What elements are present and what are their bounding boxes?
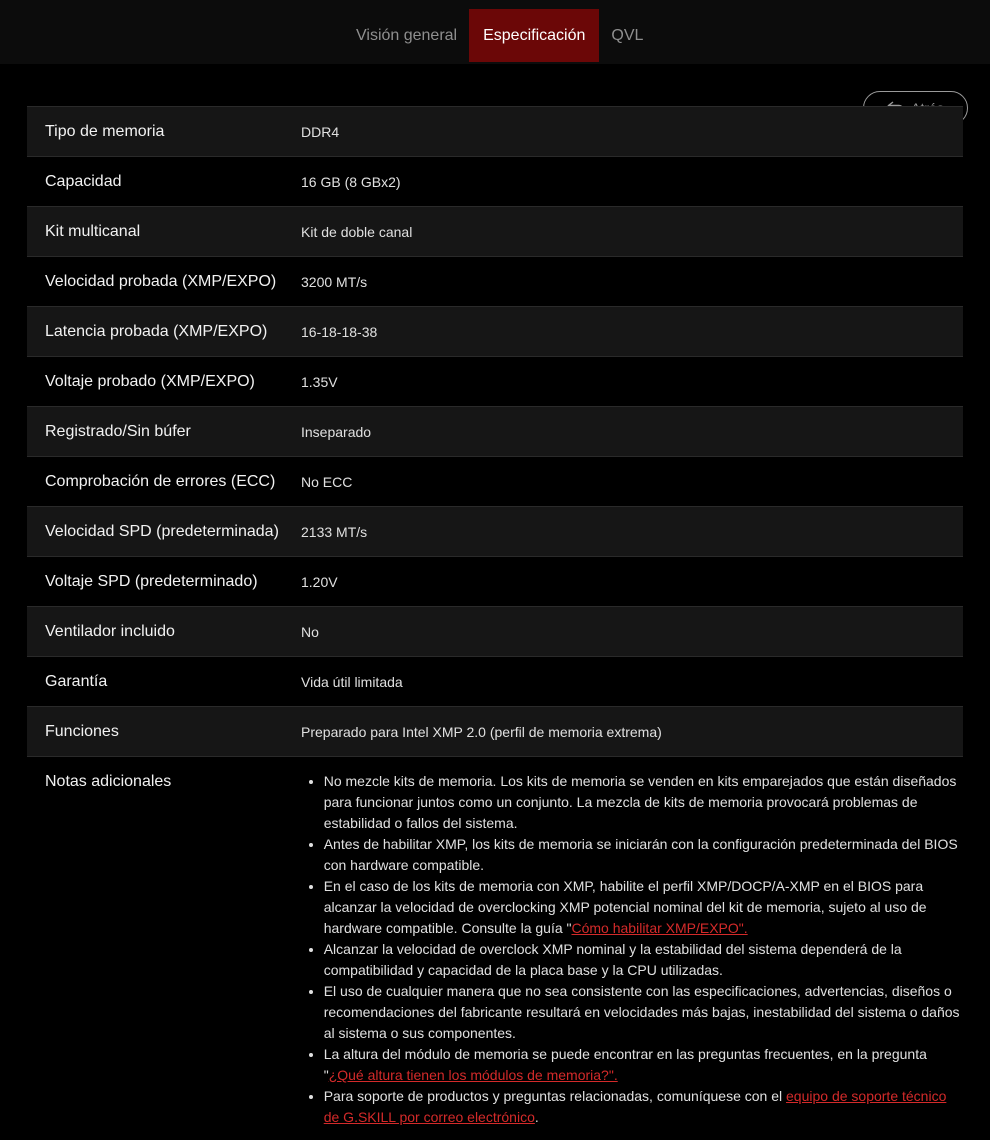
spec-label: Voltaje SPD (predeterminado) [45, 572, 258, 590]
spec-label: Funciones [45, 722, 119, 740]
spec-row-tested-voltage [27, 356, 963, 406]
list-item [324, 1086, 963, 1128]
note-text: La altura del módulo de memoria se puede encontrar en las preguntas frecuentes, en la pregunta " [323, 1046, 927, 1083]
spec-label: Velocidad probada (XMP/EXPO) [45, 272, 277, 290]
note-text: Para soporte de productos y preguntas relacionadas, comuníquese con el [323, 1088, 787, 1104]
spec-label: Kit multicanal [45, 222, 141, 240]
note-text: El uso de cualquier manera que no sea consistente con las especificaciones, advertencias, diseños o recomendaciones del fabricante resultará en velocidades más bajas, inestabilidad del sistema o daños al sistema o sus componentes. [323, 983, 960, 1041]
list-item [324, 981, 963, 1044]
spec-row-tested-speed [27, 256, 963, 306]
spec-value: 16-18-18-38 [301, 323, 378, 340]
spec-label: Latencia probada (XMP/EXPO) [45, 322, 268, 340]
support-email-link[interactable]: equipo de soporte técnico de G.SKILL por correo electrónico [323, 1088, 947, 1125]
tab-bar [344, 9, 655, 62]
tab-qvl[interactable]: QVL [611, 26, 644, 44]
spec-value: DDR4 [301, 123, 340, 140]
note-text: No mezcle kits de memoria. Los kits de memoria se venden en kits emparejados que están diseñados para funcionar juntos como un conjunto. La mezcla de kits de memoria provocará problemas de estabilidad o fallos del sistema. [323, 773, 957, 831]
list-item [324, 834, 963, 876]
spec-row-features [27, 706, 963, 756]
spec-row-multichannel-kit [27, 206, 963, 256]
list-item [324, 939, 963, 981]
note-text: Alcanzar la velocidad de overclock XMP nominal y la estabilidad del sistema dependerá de la compatibilidad y capacidad de la placa base y la CPU utilizadas. [323, 941, 902, 978]
spec-value: Kit de doble canal [301, 223, 413, 240]
spec-value: 16 GB (8 GBx2) [301, 173, 401, 190]
spec-value: Preparado para Intel XMP 2.0 (perfil de memoria extrema) [301, 723, 662, 740]
spec-row-spd-voltage [27, 556, 963, 606]
spec-row-registered [27, 406, 963, 456]
spec-label: Capacidad [45, 172, 122, 190]
spec-value: 1.20V [301, 573, 338, 590]
spec-row-ecc [27, 456, 963, 506]
spec-label: Comprobación de errores (ECC) [45, 472, 276, 490]
spec-row-fan [27, 606, 963, 656]
module-height-faq-link[interactable]: ¿Qué altura tienen los módulos de memoria?". [328, 1067, 618, 1083]
spec-row-spd-speed [27, 506, 963, 556]
spec-label: Notas adicionales [45, 773, 172, 790]
note-text-end: . [534, 1109, 539, 1125]
note-text: Antes de habilitar XMP, los kits de memoria se iniciarán con la configuración predeterminada del BIOS con hardware compatible. [323, 836, 958, 873]
spec-row-capacity [27, 156, 963, 206]
list-item [324, 771, 963, 834]
notes-list [301, 771, 963, 1128]
spec-value: Vida útil limitada [301, 673, 403, 690]
spec-value: No [301, 623, 319, 640]
spec-label: Voltaje probado (XMP/EXPO) [45, 372, 255, 390]
spec-row-additional-notes [27, 756, 963, 1128]
spec-row-memory-type [27, 106, 963, 156]
spec-table [27, 106, 963, 1128]
spec-row-tested-latency [27, 306, 963, 356]
spec-label: Ventilador incluido [45, 622, 175, 640]
spec-label: Velocidad SPD (predeterminada) [45, 522, 279, 540]
spec-label: Registrado/Sin búfer [45, 422, 191, 440]
tab-specification[interactable]: Especificación [469, 9, 599, 62]
tab-overview[interactable]: Visión general [356, 26, 458, 44]
spec-label: Tipo de memoria [45, 122, 165, 140]
spec-row-warranty [27, 656, 963, 706]
spec-value: Inseparado [301, 423, 372, 440]
spec-value: 1.35V [301, 373, 338, 390]
spec-label: Garantía [45, 672, 108, 690]
spec-value: No ECC [301, 473, 353, 490]
list-item [324, 1044, 963, 1086]
spec-value: 3200 MT/s [301, 273, 368, 290]
list-item [324, 876, 963, 939]
note-text: En el caso de los kits de memoria con XMP, habilite el perfil XMP/DOCP/A-XMP en el BIOS para alcanzar la velocidad de overclocking XMP potencial nominal del kit de memoria, sujeto al uso de hardware compatible. Consulte la guía " [323, 878, 927, 936]
spec-value: 2133 MT/s [301, 523, 368, 540]
xmp-guide-link[interactable]: Cómo habilitar XMP/EXPO". [571, 920, 748, 936]
